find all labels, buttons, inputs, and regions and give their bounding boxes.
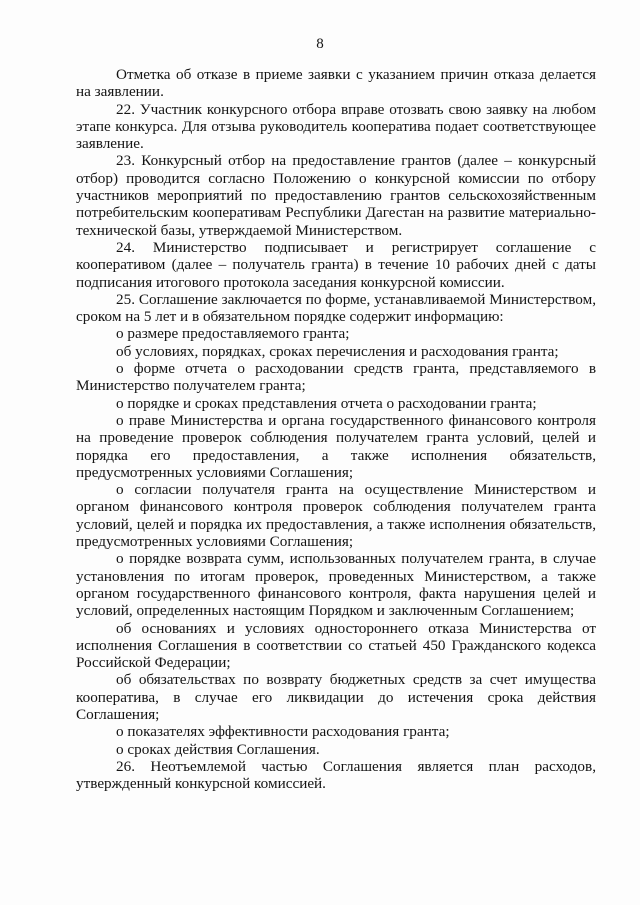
- paragraph: Отметка об отказе в приеме заявки с указанием причин отказа делается на заявлении.: [76, 66, 596, 101]
- document-body: [76, 66, 596, 792]
- paragraph: 23. Конкурсный отбор на предоставление грантов (далее – конкурсный отбор) проводится согласно Положению о конкурсной комиссии по отбору участников мероприятий по предоставлению грантов сельскохозяйственным потребительским кооперативам Республики Дагестан на развитие материально-технической базы, утверждаемой Министерством.: [76, 152, 596, 239]
- list-item: о согласии получателя гранта на осуществление Министерством и органом финансового контроля проверок соблюдения получателем гранта условий, целей и порядка их предоставления, а также исполнения обязательств, предусмотренных условиями Соглашения;: [76, 481, 596, 551]
- list-item: о праве Министерства и органа государственного финансового контроля на проведение проверок соблюдения получателем гранта условий, целей и порядка его предоставления, а также исполнения обязательств, предусмотренных условиями Соглашения;: [76, 411, 596, 481]
- list-item: об основаниях и условиях одностороннего отказа Министерства от исполнения Соглашения в соответствии со статьей 450 Гражданского кодекса Российской Федерации;: [76, 619, 596, 672]
- list-item: о показателях эффективности расходования гранта;: [116, 723, 450, 741]
- paragraph: 26. Неотъемлемой частью Соглашения является план расходов, утвержденный конкурсной комиссией.: [76, 757, 596, 793]
- list-item: об обязательствах по возврату бюджетных средств за счет имущества кооператива, в случае его ликвидации до истечения срока действия Соглашения;: [76, 671, 596, 723]
- list-item: о размере предоставляемого гранта;: [116, 325, 350, 343]
- paragraph: 24. Министерство подписывает и регистрирует соглашение с кооперативом (далее – получатель гранта) в течение 10 рабочих дней с даты подписания итогового протокола заседания конкурсной комиссии.: [76, 238, 596, 291]
- page-number: 8: [316, 36, 324, 52]
- list-item: о порядке и сроках представления отчета о расходовании гранта;: [116, 394, 537, 412]
- list-item: о порядке возврата сумм, использованных получателем гранта, в случае установления по итогам проверок, проведенных Министерством, а также органом государственного финансового контроля, факта нарушения целей и условий, определенных настоящим Порядком и заключенным Соглашением;: [76, 550, 596, 620]
- paragraph: 22. Участник конкурсного отбора вправе отозвать свою заявку на любом этапе конкурса. Для отзыва руководитель кооператива подает соответствующее заявление.: [76, 100, 596, 153]
- paragraph: 25. Соглашение заключается по форме, устанавливаемой Министерством, сроком на 5 лет и в обязательном порядке содержит информацию:: [76, 290, 596, 326]
- list-item: об условиях, порядках, сроках перечисления и расходования гранта;: [116, 342, 559, 360]
- list-item: о сроках действия Соглашения.: [116, 740, 320, 758]
- list-item: о форме отчета о расходовании средств гранта, представляемого в Министерство получателем гранта;: [76, 360, 596, 395]
